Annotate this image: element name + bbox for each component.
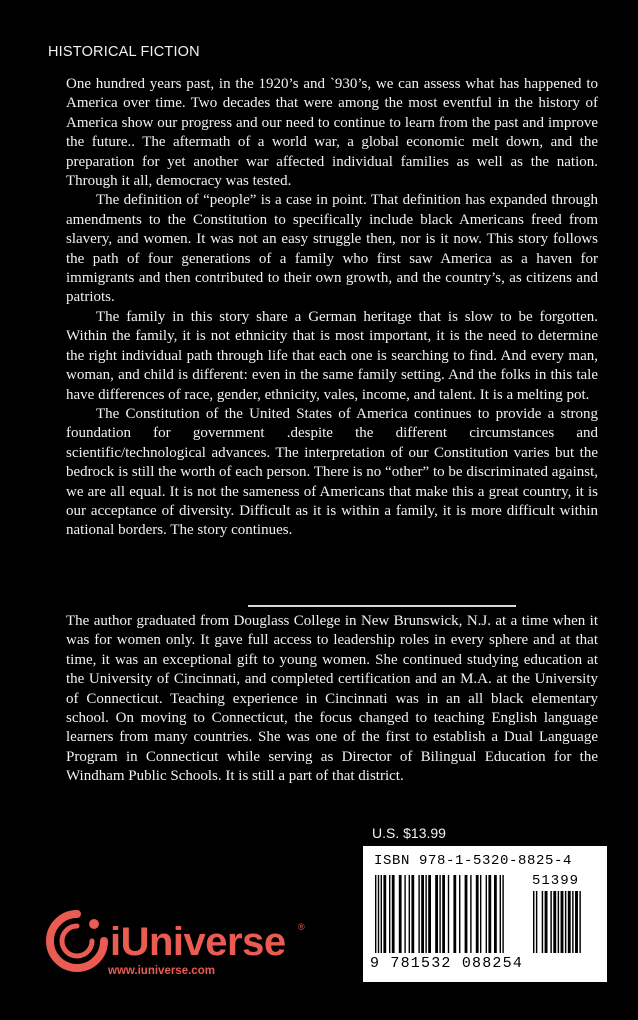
blurb-paragraph: One hundred years past, in the 1920’s and `930’s, we can assess what has happened to America over time. Two decades that were among the most eventful in the history of America show our progress and our need to continue to learn from the past and improve the future.. The aftermath of a world war, a global economic melt down, and the preparation for yet another war affected individual families as well as the nation. Through it all, democracy was tested. (66, 76, 598, 190)
barcode-bar (545, 891, 548, 953)
barcode-bar (536, 891, 537, 953)
book-blurb (66, 75, 598, 541)
barcode-bar (389, 875, 390, 953)
publisher-name: iUniverse (110, 920, 286, 964)
barcode-bar (575, 891, 578, 953)
isbn-label: ISBN 978-1-5320-8825-4 (374, 853, 573, 869)
barcode-bar (435, 875, 438, 953)
addon-barcode-bars (532, 891, 598, 953)
barcode-bar (383, 875, 386, 953)
barcode-bar (476, 875, 479, 953)
barcode-bar (572, 891, 573, 953)
barcode-bar (378, 875, 379, 953)
barcode-bar (486, 875, 487, 953)
price-code: 51399 (532, 873, 580, 889)
barcode-bar (409, 875, 410, 953)
blurb-paragraph: The family in this story share a German heritage that is slow to be forgotten. Within the family, it is not ethnicity that is most important, it is the need to determine the right individual path through life that each one is searching to find. And every man, woman, and child is different: even in the same family setting. And the folks in this tale have differences of race, gender, ethnicity, vales, income, and talent. It is a melting pot. (66, 308, 598, 403)
section-divider (248, 605, 516, 607)
barcode-bar (561, 891, 564, 953)
barcode-bar (500, 875, 501, 953)
ean-barcode-bars (374, 875, 526, 953)
barcode-bar (448, 875, 449, 953)
barcode-bar (421, 875, 424, 953)
blurb-paragraph: The Constitution of the United States of America continues to provide a strong foundation for government .despite the different circumstances and scientific/technological advances. The interpretation of our Constitution varies but the bedrock is still the worth of each person. There is no “other” to be discriminated against, we are all equal. It is not the sameness of Americans that make this a great country, it is our acceptance of diversity. Difficult as it is within a family, it is more difficult within national borders. The story continues. (66, 405, 598, 539)
barcode-bar (565, 891, 566, 953)
barcode-bar (533, 891, 534, 953)
barcode-bar (439, 875, 440, 953)
barcode-bar (465, 875, 468, 953)
barcode-bar (553, 891, 556, 953)
barcode-bar (488, 875, 491, 953)
price-label: U.S. $13.99 (372, 825, 446, 841)
barcode-bar (459, 875, 460, 953)
barcode-bar (428, 875, 431, 953)
barcode-bar (404, 875, 405, 953)
publisher-logo (46, 910, 305, 977)
barcode-bar (425, 875, 426, 953)
barcode-bar (542, 891, 543, 953)
barcode-bar (418, 875, 419, 953)
barcode-bar (442, 875, 445, 953)
author-bio-text: The author graduated from Douglass College in New Brunswick, N.J. at a time when it was for women only. It gave full access to leadership roles in every sphere and at that time, it was an exceptional gift to young women. She continued studying education at the University of Cincinnati, and completed certification and an M.A. at the University of Connecticut. Teaching experience in Cincinnati was in an all black elementary school. On moving to Connecticut, the focus changed to teaching English language learners from many countries. She was one of the first to establish a Dual Language Program in Connecticut while serving as Director of Bilingual Education for the Windham Public Schools. It is still a part of that district. (66, 613, 598, 785)
barcode-bar (558, 891, 559, 953)
barcode-bar (399, 875, 402, 953)
genre-label: HISTORICAL FICTION (48, 44, 200, 60)
iuniverse-swirl-icon (46, 910, 108, 972)
barcode-bar (392, 875, 395, 953)
barcode-bar (579, 891, 580, 953)
ean-digits: 9 781532 088254 (370, 955, 524, 972)
barcode-bar (381, 875, 382, 953)
barcode-bar (550, 891, 551, 953)
author-bio (66, 612, 598, 787)
barcode-bar (568, 891, 571, 953)
barcode-bar (502, 875, 503, 953)
isbn-barcode (363, 846, 607, 982)
barcode-bar (411, 875, 414, 953)
blurb-paragraph: The definition of “people” is a case in point. That definition has expanded through amendments to the Constitution to specifically include black Americans freed from slavery, and women. It was not an easy struggle then, nor is it now. This story follows the path of four generations of a family who first saw America as a haven for immigrants and then contributed to their own growth, and the country’s, as citizens and patriots. (66, 192, 598, 306)
publisher-url: www.iuniverse.com (108, 965, 215, 977)
barcode-bar (494, 875, 497, 953)
barcode-bar (375, 875, 376, 953)
barcode-bar (470, 875, 471, 953)
barcode-bar (480, 875, 481, 953)
registered-mark: ® (298, 922, 305, 932)
barcode-bar (453, 875, 456, 953)
